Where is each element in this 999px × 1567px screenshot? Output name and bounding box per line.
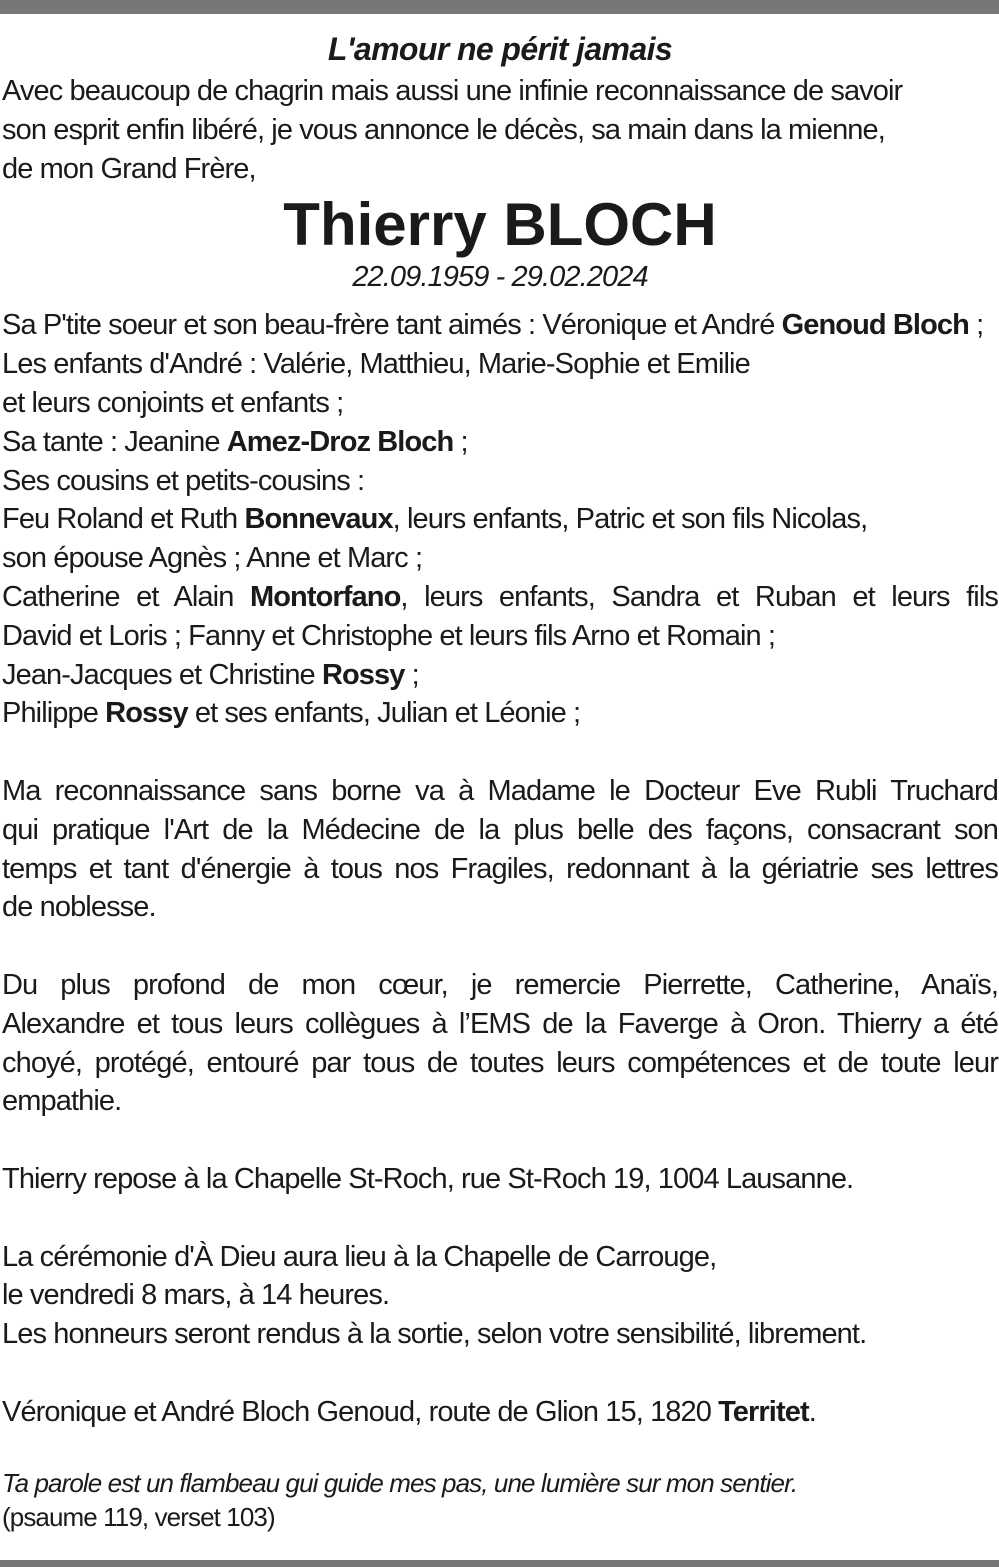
- family-line: Catherine et Alain Montorfano, leurs enfants, Sandra et Ruban et leurs fils: [2, 580, 998, 613]
- family-line: Feu Roland et Ruth Bonnevaux, leurs enfants, Patric et son fils Nicolas,: [2, 503, 868, 536]
- surname: Bonnevaux: [244, 503, 393, 536]
- surname: Montorfano: [249, 580, 401, 613]
- motto: L'amour ne périt jamais: [327, 31, 673, 67]
- intro-line: de mon Grand Frère,: [2, 152, 256, 185]
- bottom-rule: [0, 1560, 999, 1567]
- obituary-notice: [2, 26, 998, 1534]
- paragraph-line: La cérémonie d'À Dieu aura lieu à la Chapelle de Carrouge,: [2, 1240, 717, 1273]
- deceased-name: Thierry BLOCH: [283, 191, 717, 259]
- surname: Genoud Bloch: [781, 309, 969, 342]
- intro-line: Avec beaucoup de chagrin mais aussi une infinie reconnaissance de savoir: [2, 75, 903, 107]
- intro-line: son esprit enfin libéré, je vous annonce le décès, sa main dans la mienne,: [2, 113, 885, 146]
- paragraph-line: Ma reconnaissance sans borne va à Madame le Docteur Eve Rubli Truchard: [2, 774, 998, 807]
- scripture-reference: (psaume 119, verset 103): [2, 1501, 275, 1532]
- scripture-quote: Ta parole est un flambeau gui guide mes pas, une lumière sur mon sentier.: [2, 1467, 798, 1498]
- paragraph-line: choyé, protégé, entouré par tous de toutes leurs compétences et de toute leur: [2, 1046, 998, 1079]
- surname: Rossy: [321, 658, 405, 691]
- ceremony-paragraph: [2, 1238, 998, 1354]
- paragraph-line: Alexandre et tous leurs collègues à l’EMS de la Faverge à Oron. Thierry a été: [2, 1007, 998, 1040]
- family-address: Véronique et André Bloch Genoud, route de Glion 15, 1820 Territet.: [2, 1395, 816, 1428]
- family-line: David et Loris ; Fanny et Christophe et leurs fils Arno et Romain ;: [2, 619, 776, 652]
- surname: Amez-Droz Bloch: [226, 425, 454, 458]
- intro-paragraph: [2, 72, 998, 188]
- family-line: son épouse Agnès ; Anne et Marc ;: [2, 542, 423, 575]
- family-list: [2, 306, 998, 733]
- family-line: Sa P'tite soeur et son beau-frère tant aimés : Véronique et André Genoud Bloch ;: [2, 309, 984, 342]
- family-line: Ses cousins et petits-cousins :: [2, 464, 365, 497]
- paragraph-line: qui pratique l'Art de la Médecine de la plus belle des façons, consacrant son: [2, 813, 998, 846]
- thanks-doctor-paragraph: [2, 772, 998, 927]
- family-line: et leurs conjoints et enfants ;: [2, 386, 344, 419]
- paragraph-line: empathie.: [2, 1085, 122, 1118]
- deceased-dates: 22.09.1959 - 29.02.2024: [352, 261, 648, 294]
- paragraph-line: Les honneurs seront rendus à la sortie, selon votre sensibilité, librement.: [2, 1318, 867, 1351]
- paragraph-line: de noblesse.: [2, 891, 156, 924]
- thanks-ems-paragraph: [2, 966, 998, 1121]
- surname: Rossy: [105, 697, 188, 730]
- family-line: Philippe Rossy et ses enfants, Julian et Léonie ;: [2, 697, 581, 730]
- paragraph-line: Du plus profond de mon cœur, je remercie Pierrette, Catherine, Anaïs,: [2, 968, 998, 1001]
- town: Territet: [718, 1395, 809, 1428]
- paragraph-line: temps et tant d'énergie à tous nos Fragiles, redonnant à la gériatrie ses lettres: [2, 852, 998, 885]
- paragraph-line: le vendredi 8 mars, à 14 heures.: [2, 1279, 390, 1312]
- top-rule: [0, 0, 999, 14]
- rest-location: Thierry repose à la Chapelle St-Roch, rue St-Roch 19, 1004 Lausanne.: [2, 1162, 854, 1195]
- family-line: Jean-Jacques et Christine Rossy ;: [2, 658, 419, 691]
- family-line: Les enfants d'André : Valérie, Matthieu, Marie-Sophie et Emilie: [2, 348, 750, 381]
- family-line: Sa tante : Jeanine Amez-Droz Bloch ;: [2, 425, 468, 458]
